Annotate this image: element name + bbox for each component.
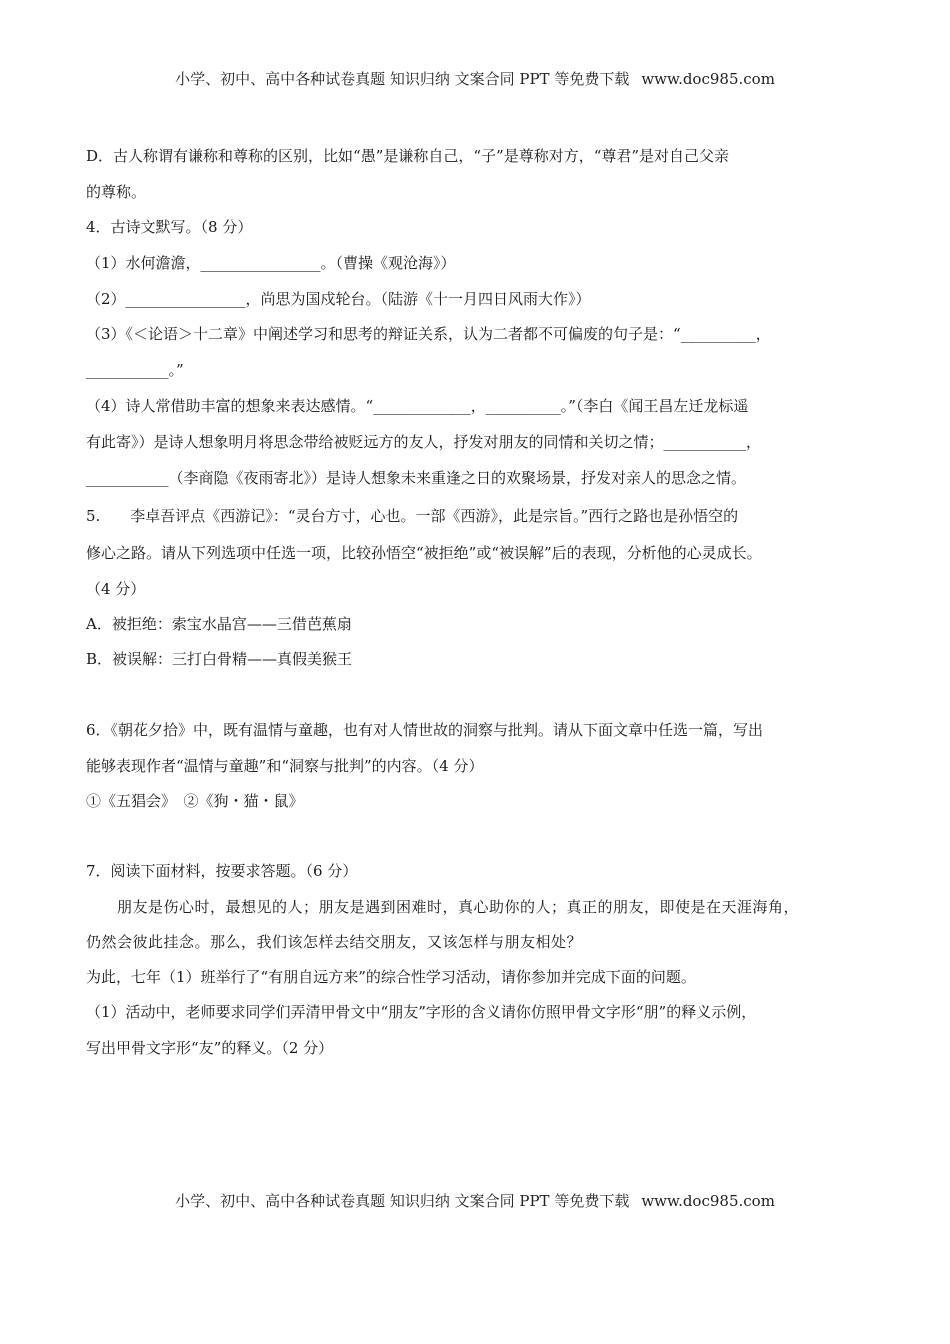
- question-4-item-4-cont: 有此寄》）是诗人想象明月将思念带给被贬远方的友人，抒发对朋友的同情和关切之情；___________，: [86, 433, 762, 451]
- page-header: [0, 69, 950, 89]
- question-4-title: 4．古诗文默写。（8 分）: [86, 218, 253, 236]
- question-5-score: （4 分）: [86, 580, 146, 598]
- page-footer: [0, 1191, 950, 1211]
- question-7-material: 朋友是伤心时，最想见的人；朋友是遇到困难时，真心助你的人；真正的朋友，即使是在天涯海角，: [86, 898, 800, 916]
- footer-text: 小学、初中、高中各种试卷真题 知识归纳 文案合同 PPT 等免费下载: [175, 1192, 630, 1210]
- question-5-title: 5. 李卓吾评点《西游记》：“灵台方寸，心也。一部《西游》，此是宗旨。”西行之路也是孙悟空的: [86, 507, 739, 525]
- question-7-intro: 为此，七年（1）班举行了“有朋自远方来”的综合性学习活动，请你参加并完成下面的问题。: [86, 968, 696, 986]
- question-7-item-1-cont: 写出甲骨文字形“友”的释义。（2 分）: [86, 1039, 334, 1057]
- question-7-material-cont: 仍然会彼此挂念。那么，我们该怎样去结交朋友，又该怎样与朋友相处？: [86, 933, 583, 951]
- question-4-item-3-cont: ___________。”: [86, 361, 184, 379]
- text-line-d-option: D．古人称谓有谦称和尊称的区别，比如“愚”是谦称自己，“子”是尊称对方，“尊君”是对自己父亲: [86, 147, 730, 165]
- question-4-item-4: （4）诗人常借助丰富的想象来表达感情。“_____________，__________。”（李白《闻王昌左迁龙标遥: [86, 397, 749, 415]
- question-7-item-1: （1）活动中，老师要求同学们弄清甲骨文中“朋友”字形的含义请你仿照甲骨文字形“朋”的释义示例，: [86, 1003, 757, 1021]
- question-6-cont: 能够表现作者“温情与童趣”和“洞察与批判”的内容。（4 分）: [86, 757, 484, 775]
- text-line-d-option-cont: 的尊称。: [86, 183, 147, 201]
- question-5-cont: 修心之路。请从下列选项中任选一项，比较孙悟空“被拒绝”或“被误解”后的表现，分析他的心灵成长。: [86, 544, 762, 562]
- question-6-options: ①《五猖会》 ②《狗・猫・鼠》: [86, 792, 304, 810]
- question-4-item-2: （2）________________，尚思为国戍轮台。（陆游《十一月四日风雨大作》）: [86, 290, 591, 308]
- question-4-item-4-cont2: ___________（李商隐《夜雨寄北》）是诗人想象未来重逢之日的欢聚场景，抒发对亲人的思念之情。: [86, 469, 747, 487]
- question-6-title: 6．《朝花夕拾》中，既有温情与童趣，也有对人情世故的洞察与批判。请从下面文章中任选一篇，写出: [86, 721, 764, 739]
- question-5-option-a: A．被拒绝：索宝水晶宫——三借芭蕉扇: [86, 615, 352, 633]
- question-5-option-b: B．被误解：三打白骨精——真假美猴王: [86, 650, 353, 668]
- header-url: www.doc985.com: [641, 70, 775, 88]
- header-text: 小学、初中、高中各种试卷真题 知识归纳 文案合同 PPT 等免费下载: [175, 70, 630, 88]
- question-4-item-1: （1）水何澹澹，________________。（曹操《观沧海》）: [86, 254, 456, 272]
- footer-url: www.doc985.com: [641, 1192, 775, 1210]
- question-7-title: 7．阅读下面材料，按要求答题。（6 分）: [86, 862, 358, 880]
- question-4-item-3: （3）《＜论语＞十二章》中阐述学习和思考的辩证关系，认为二者都不可偏废的句子是：“__________，: [86, 325, 771, 343]
